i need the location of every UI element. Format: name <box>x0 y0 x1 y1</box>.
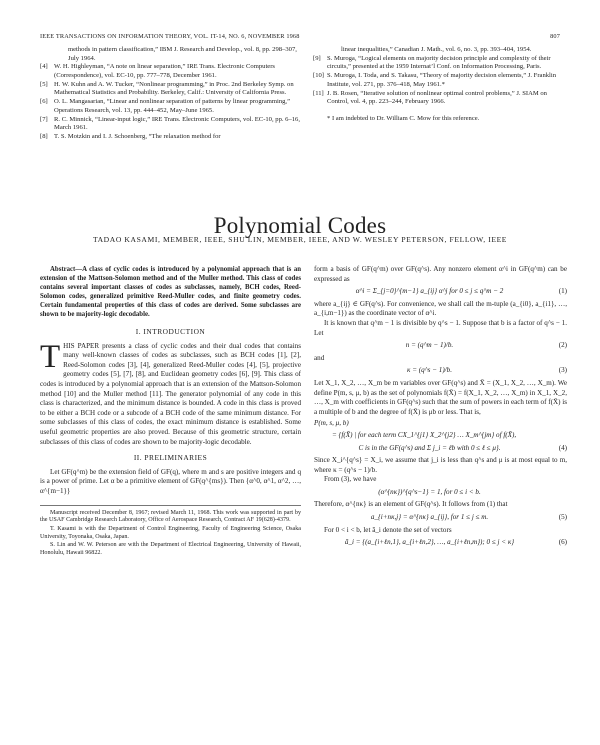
footnote-kasami: T. Kasami is with the Department of Control Engineering, Faculty of Engineering Science, Osaka University, Toyonaka, Osaka, Japan. <box>40 525 301 540</box>
reference-item: [9] S. Muroga, “Logical elements on majority decision principle and complexity of their circuits,” presented at the 1959 Internat’l Conf. on Information Processing, Paris. <box>313 54 551 71</box>
preliminaries-paragraph: Let GF(q^m) be the extension field of GF(q), where m and s are positive integers and q is a power of prime. Let α be a primitive element of GF(q^{ms}). Then {α^0, α^1, α^2, …, α^{m−1}} <box>40 467 301 495</box>
paragraph: For 0 < i < b, let ā_i denote the set of vectors <box>324 525 452 534</box>
connector-word: and <box>314 353 325 362</box>
equation-1: α^i = Σ_{j=0}^{m−1} a_{ij} α^j for 0 ≤ j ≤ q^m − 2 (1) <box>355 287 567 296</box>
equation-5: (α^{nκ})^{q^s−1} = 1, for 0 ≤ i < b. <box>378 487 481 496</box>
reference-item: [11] J. B. Rosen, “Iterative solution of nonlinear optimal control problems,” J. SIAM on Control, vol. 4, pp. 223–244, February 1966. <box>313 89 547 106</box>
running-header <box>40 33 560 40</box>
reference-item: methods in pattern classification,” IBM J. Research and Develop., vol. 8, pp. 298–307, July 1964. <box>68 46 297 62</box>
reference-item: [8] T. S. Motzkin and I. J. Schoenberg, “The relaxation method for <box>40 132 221 140</box>
left-text-column <box>40 265 301 559</box>
paragraph: where a_{ij} ∈ GF(q^s). For convenience, we shall call the m-tuple (a_{i0}, a_{i1}, …, a_{i,m−1}) as the coordinate vector of α^i. <box>314 299 567 318</box>
reference-item: [6] O. L. Mangasarian, “Linear and nonlinear separation of patterns by linear programming,” Operations Research, vol. 13, pp. 444–452, May–June 1965. <box>40 98 291 114</box>
reference-item: [10] S. Muroga, I. Toda, and S. Takasu, “Theory of majority decision elements,” J. Franklin Institute, vol. 271, pp. 376–418, May 1961.* <box>313 72 557 88</box>
equation-3: κ = (q^s − 1)/b. (3) <box>407 366 567 375</box>
page-number: 807 <box>550 33 560 40</box>
reference-item: [4] W. H. Highleyman, “A note on linear separation,” IRE Trans. Electronic Computers (Correspondence), vol. EC-10, pp. 777–778, December 1961. <box>40 63 275 79</box>
section-heading-introduction: I. INTRODUCTION <box>135 327 206 336</box>
paragraph: From (3), we have <box>324 475 377 484</box>
paper-title: Polynomial Codes <box>213 213 387 239</box>
equation-4-line-1: = {f(X̄) | for each term CX_1^{j1} X_2^{j2} … X_m^{jm} of f(X̄), <box>332 430 517 439</box>
section-heading-preliminaries: II. PRELIMINARIES <box>133 453 208 463</box>
abstract: Abstract—A class of cyclic codes is introduced by a polynomial approach that is an extension of the Mattson-Solomon method and of the Muller method. This class of codes contains several important classes of codes as subclasses, namely, BCH codes, Reed-Solomon codes, generalized primitive Reed-Muller codes, and finite geometry codes. Certain fundamental properties of this class of codes are derived. Some subclasses are shown to be majority-logic decodable. <box>40 266 301 318</box>
author-line: TADAO KASAMI, MEMBER, IEEE, SHU LIN, MEMBER, IEEE, AND W. WESLEY PETERSON, FELLOW, IEEE <box>92 235 508 244</box>
footnote-lin-peterson: S. Lin and W. W. Peterson are with the Department of Electrical Engineering, University of Hawaii, Honolulu, Hawaii 96822. <box>40 542 301 557</box>
references-right-column <box>313 46 563 123</box>
reference-footnote: * I am indebted to Dr. William C. Mow for this reference. <box>327 114 480 122</box>
intro-paragraph: THIS PAPER presents a class of cyclic codes and their dual codes that contains many well-known classes of codes as subclasses, such as BCH codes [1], [2], Reed-Solomon codes [3], [4], generalized Reed-Muller codes [4], [5], projective geometry codes [5], [7], [8], and Euclidean geometry codes [6], [9]. This class of codes is introduced by a polynomial approach that is an extension of the Mattson-Solomon method [10] and the Muller method [11]. The generator polynomial of any code in this class is characterized, and the minimum distance is bounded. A code in this class is proved to be either a BCH code or a subcode of a BCH code of the same minimum distance. For some subclasses of this class of codes, the exact minimum distance is established. Some useful geometric properties are also proved. Because of this geometric structure, certain subclasses of this class of codes are shown to be majority-logic decodable. <box>40 338 301 446</box>
reference-item: [5] H. W. Kuhn and A. W. Tucker, “Nonlinear programming,” in Proc. 2nd Berkeley Symp. on Mathematical Statistics and Probability. Berkeley, Calif.: University of California Press. <box>40 80 294 97</box>
references-left-column <box>40 46 302 142</box>
footnote-manuscript: Manuscript received December 8, 1967; revised March 11, 1968. This work was supported in part by the USAF Cambridge Research Laboratory, Office of Aerospace Research, Contract AF 19(628)-4379. <box>40 509 301 524</box>
equation-2: n = (q^m − 1)/b. (2) <box>405 341 567 350</box>
right-text-column <box>314 265 567 551</box>
paragraph: It is known that q^m − 1 is divisible by q^s − 1. Suppose that b is a factor of q^s − 1. Let <box>314 318 567 337</box>
set-definition-label: P(m, s, μ, b) <box>314 419 349 428</box>
reference-item: linear inequalities,” Canadian J. Math., vol. 6, no. 3, pp. 393–404, 1954. <box>341 46 532 53</box>
equation-6: a_{i+nκ,j} = α^{nκ} a_{ij}, for 1 ≤ j ≤ m. (5) <box>370 513 567 522</box>
paragraph: Therefore, α^{nκ} is an element of GF(q^s). It follows from (1) that <box>314 500 508 509</box>
paragraph: Let X_1, X_2, …, X_m be m variables over GF(q^s) and X̄ = (X_1, X_2, …, X_m). We define P(m, s, μ, b) as the set of polynomials f(X̄) = f(X_1, X_2, …, X_m) in X_1, X_2, …, X_m with coefficients in GF(q^s) such that the sum of powers in each term of f(X̄) is a multiple of b and the degree of f(X̄) is μb or less. That is, <box>314 378 567 416</box>
first-page-footnotes <box>40 505 301 558</box>
journal-line: IEEE TRANSACTIONS ON INFORMATION THEORY, VOL. IT-14, NO. 6, NOVEMBER 1968 <box>40 33 300 40</box>
paragraph: form a basis of GF(q^m) over GF(q^s). Any nonzero element α^i in GF(q^m) can be expressed as <box>314 265 567 283</box>
equation-7: ā_i = {(a_{i+ℓn,1}, a_{i+ℓn,2}, …, a_{i+ℓn,m}); 0 ≤ j < κ} (6) <box>344 538 567 547</box>
paragraph: Since X_i^{q^s} = X_i, we assume that j_i is less than q^s and μ is at most equal to m, where κ = (q^s − 1)/b. <box>314 456 567 474</box>
equation-4-line-2: C is in the GF(q^s) and Σ j_i = ℓb with 0 ≤ ℓ ≤ μ}. (4) <box>358 443 567 452</box>
reference-item: [7] R. C. Minnick, “Linear-input logic,” IRE Trans. Electronic Computers, vol. EC-10, pp. 6–16, March 1961. <box>40 115 301 132</box>
